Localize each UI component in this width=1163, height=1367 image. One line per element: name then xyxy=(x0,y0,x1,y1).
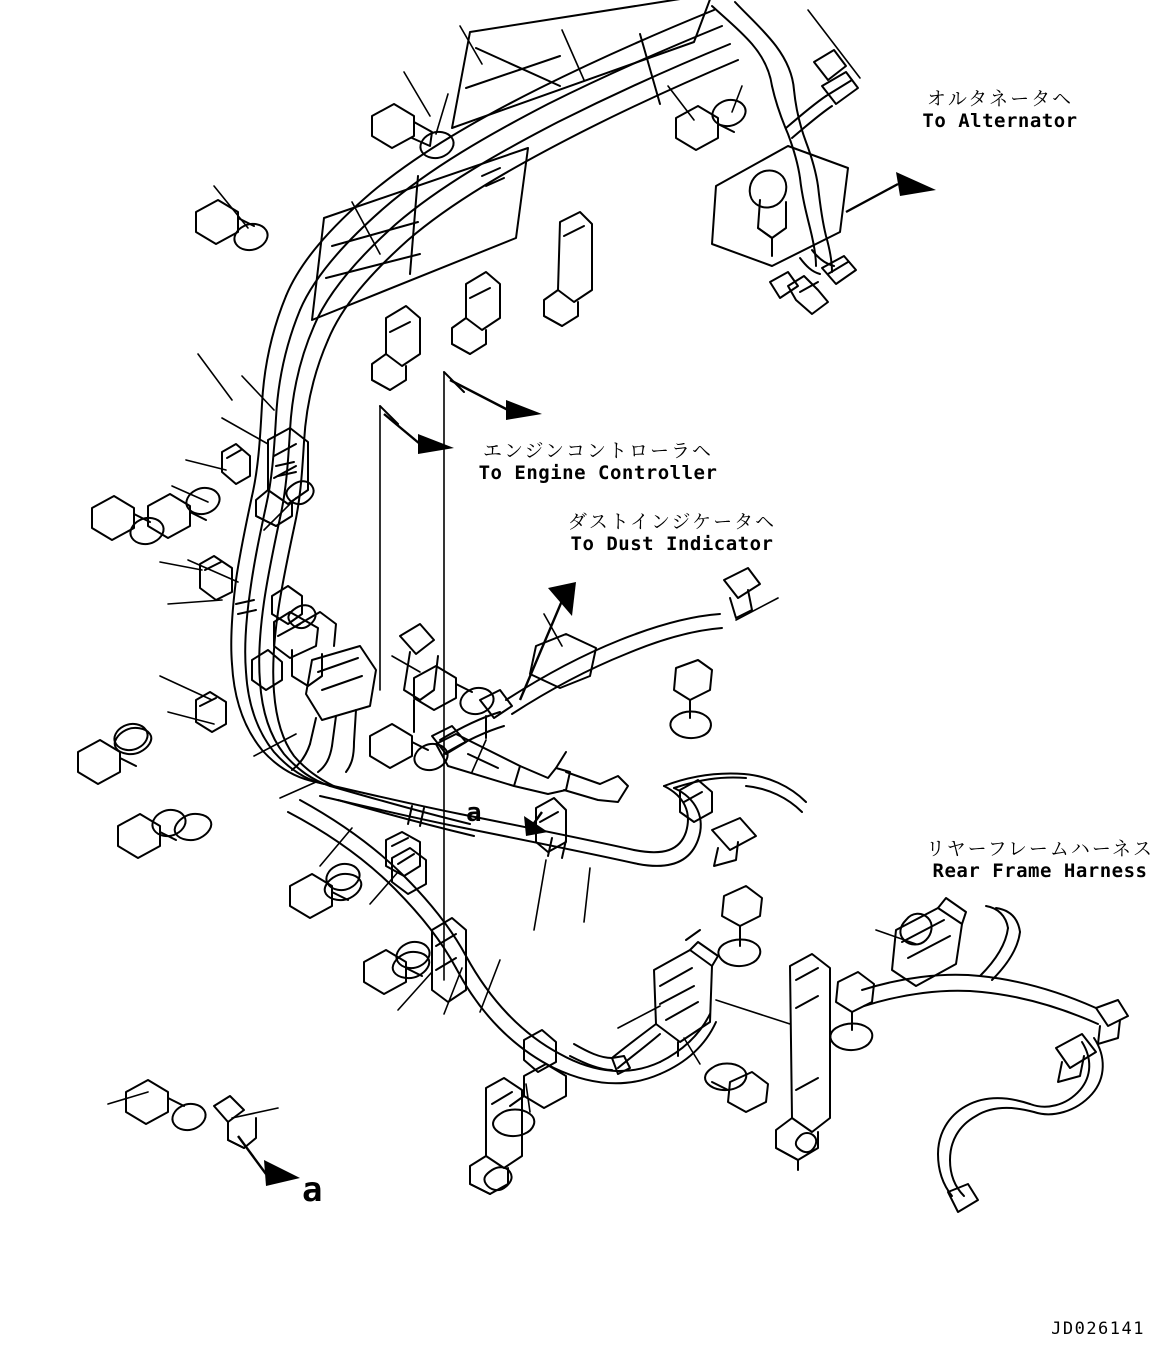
drawing-number: JD026141 xyxy=(1051,1319,1145,1339)
callout-to-dust-indicator-jp: ダストインジケータヘ xyxy=(567,511,777,533)
callout-rear-frame-harness-en: Rear Frame Harness xyxy=(932,860,1148,883)
callout-to-alternator xyxy=(850,88,1150,133)
callout-to-engine-controller-en: To Engine Controller xyxy=(478,462,718,485)
callout-to-alternator-jp: オルタネータヘ xyxy=(926,88,1074,110)
callout-rear-frame-harness-jp: リヤーフレームハーネス xyxy=(926,838,1154,860)
callout-to-dust-indicator xyxy=(522,511,822,556)
callout-rear-frame-harness xyxy=(890,838,1163,883)
section-marker-a-upper: a xyxy=(466,798,482,828)
section-marker-a-lower: a xyxy=(302,1170,323,1210)
callout-to-engine-controller-jp: エンジンコントローラヘ xyxy=(482,440,714,462)
callout-to-engine-controller xyxy=(448,440,748,485)
callout-to-alternator-en: To Alternator xyxy=(922,110,1078,133)
callout-to-dust-indicator-en: To Dust Indicator xyxy=(570,533,774,556)
